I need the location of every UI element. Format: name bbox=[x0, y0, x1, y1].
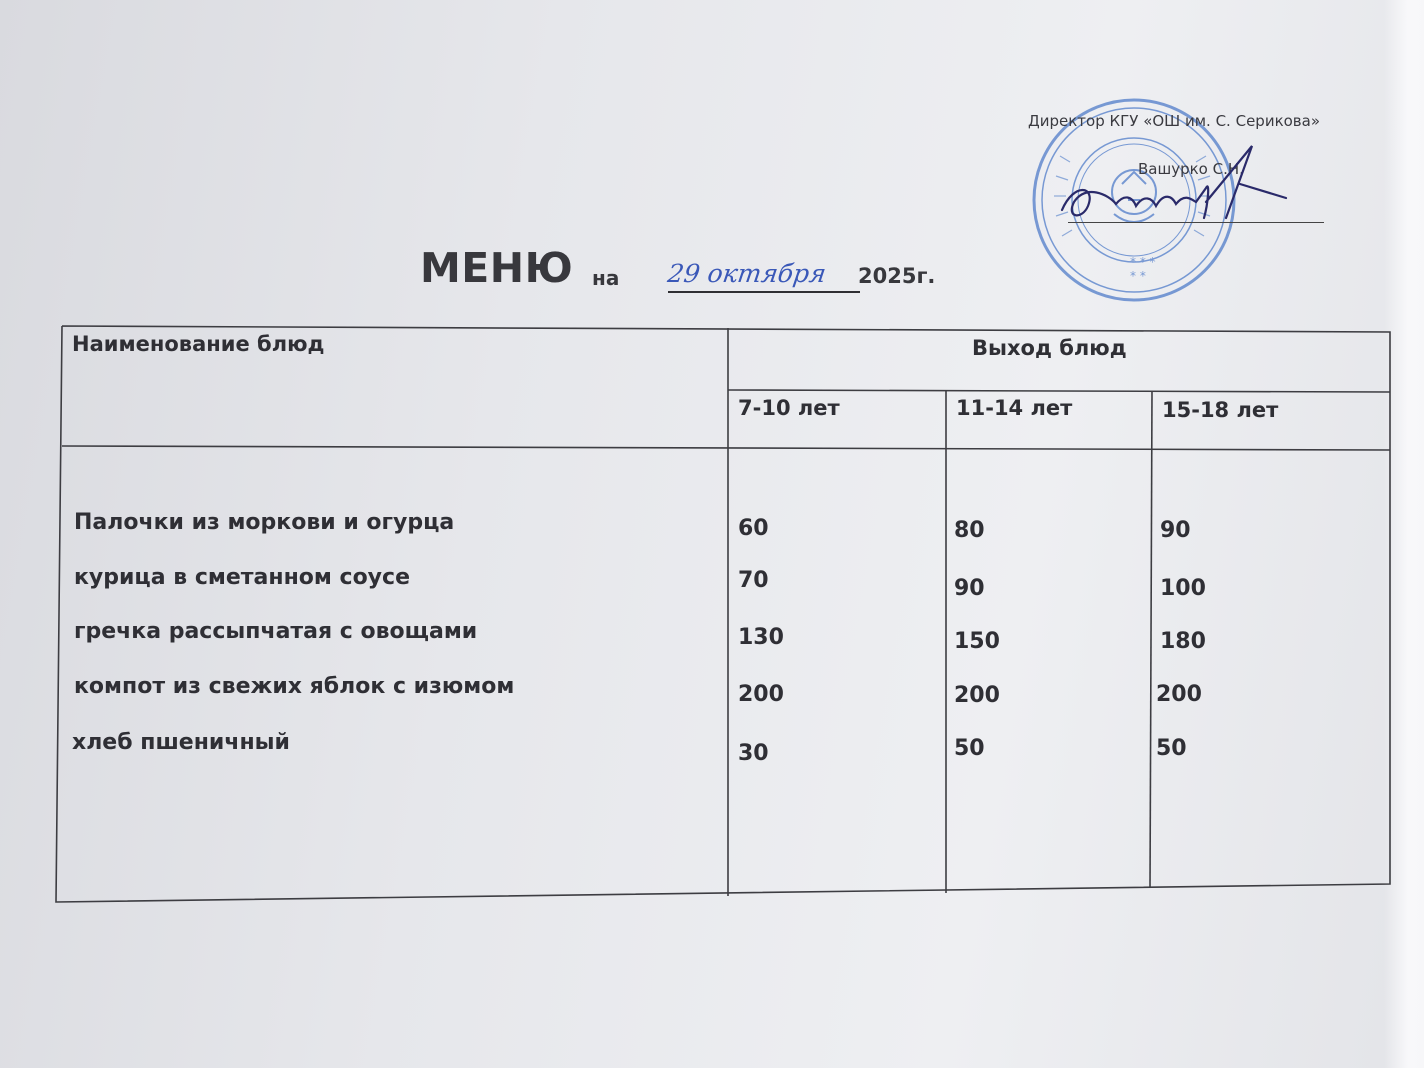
page-title: МЕНЮ bbox=[420, 244, 574, 292]
age-group-header: 15-18 лет bbox=[1162, 398, 1279, 422]
paper-edge bbox=[1384, 0, 1424, 1068]
svg-text:* *: * * bbox=[1130, 269, 1146, 283]
dish-value: 50 bbox=[1156, 736, 1187, 761]
dish-name: гречка рассыпчатая с овощами bbox=[74, 619, 478, 644]
dish-value: 150 bbox=[954, 629, 1000, 654]
dish-name: компот из свежих яблок с изюмом bbox=[74, 674, 515, 699]
director-title: Директор КГУ «ОШ им. С. Серикова» bbox=[1028, 112, 1321, 130]
menu-heading bbox=[420, 244, 620, 292]
dish-value: 200 bbox=[1156, 682, 1202, 707]
svg-text:* * *: * * * bbox=[1130, 255, 1156, 269]
director-name: Вашурко С.Н. bbox=[1138, 160, 1244, 178]
approval-block bbox=[1028, 112, 1321, 178]
dish-value: 90 bbox=[1160, 518, 1191, 543]
dish-value: 70 bbox=[738, 568, 769, 593]
column-header-dish-name: Наименование блюд bbox=[72, 332, 325, 356]
dish-value: 30 bbox=[738, 741, 769, 766]
dish-value: 180 bbox=[1160, 629, 1206, 654]
dish-value: 90 bbox=[954, 576, 985, 601]
handwritten-date: 29 октября bbox=[665, 259, 828, 288]
signature-icon bbox=[1056, 140, 1296, 235]
age-group-header: 11-14 лет bbox=[956, 396, 1073, 420]
date-underline bbox=[668, 291, 860, 293]
dish-name: Палочки из моркови и огурца bbox=[74, 510, 455, 535]
dish-value: 130 bbox=[738, 625, 784, 650]
column-header-output: Выход блюд bbox=[972, 336, 1127, 360]
dish-name: хлеб пшеничный bbox=[72, 730, 290, 755]
dish-value: 60 bbox=[738, 516, 769, 541]
heading-on-word: на bbox=[592, 266, 620, 290]
dish-value: 80 bbox=[954, 518, 985, 543]
dish-value: 200 bbox=[954, 683, 1000, 708]
dish-value: 200 bbox=[738, 682, 784, 707]
dish-value: 50 bbox=[954, 736, 985, 761]
heading-year: 2025г. bbox=[858, 264, 936, 288]
signature-line bbox=[1068, 222, 1324, 223]
dish-name: курица в сметанном соусе bbox=[74, 565, 410, 590]
age-group-header: 7-10 лет bbox=[738, 396, 840, 420]
dish-value: 100 bbox=[1160, 576, 1206, 601]
